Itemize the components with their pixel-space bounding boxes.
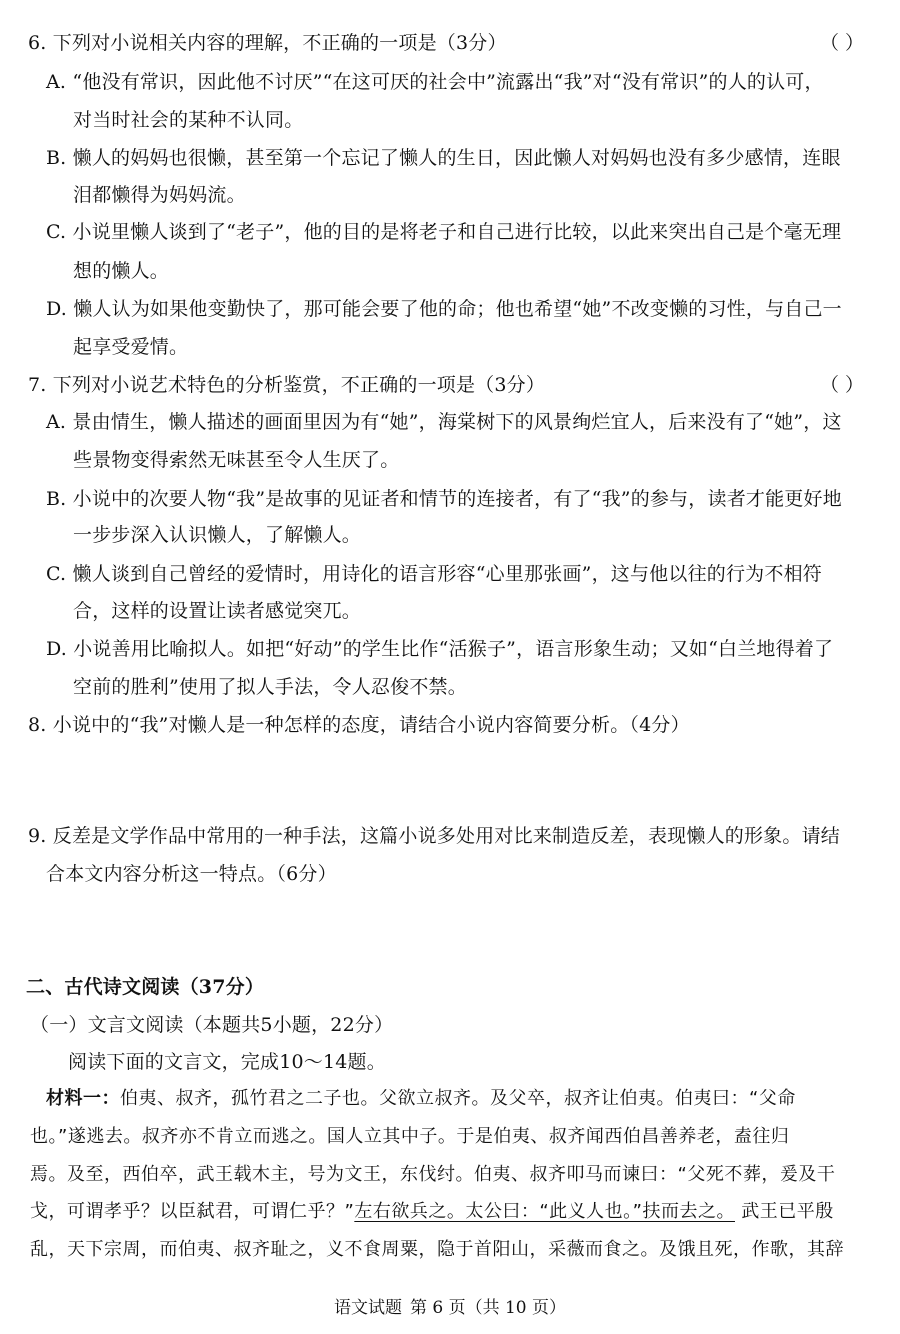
material1-line3: 焉。及至，西伯卒，武王载木主，号为文王，东伐纣。伯夷、叔齐叩马而谏曰：“父死不葬，爰及干 xyxy=(30,1164,836,1185)
q9-stem-line2: 合本文内容分析这一特点。（6分） xyxy=(46,863,337,885)
q6-option-c-line1: C. 小说里懒人谈到了“老子”，他的目的是将老子和自己进行比较，以此来突出自己是个毫无理 xyxy=(46,221,842,243)
q7-answer-paren: （ ） xyxy=(819,374,864,396)
q8-stem: 8. 小说中的“我”对懒人是一种怎样的态度，请结合小说内容简要分析。（4分） xyxy=(28,714,690,736)
section2-subsection: （一）文言文阅读（本题共5小题，22分） xyxy=(30,1014,394,1036)
section2-instruction: 阅读下面的文言文，完成10～14题。 xyxy=(68,1051,386,1073)
q6-option-d-line2: 起享受爱情。 xyxy=(73,336,189,358)
material1-line5: 乱，天下宗周，而伯夷、叔齐耻之，义不食周粟，隐于首阳山，采薇而食之。及饿且死，作歌，其辞 xyxy=(30,1239,844,1260)
material1-line4-text: 戈，可谓孝乎？以臣弑君，可谓仁乎？” xyxy=(30,1201,355,1222)
q9-answer-space[interactable] xyxy=(28,895,868,965)
q6-option-a-line2: 对当时社会的某种不认同。 xyxy=(73,109,304,131)
q8-answer-space[interactable] xyxy=(28,745,868,815)
q7-option-d-line2: 空前的胜利”使用了拟人手法，令人忍俊不禁。 xyxy=(73,676,467,698)
material1-line1 xyxy=(46,1086,796,1112)
q6-option-c-line2: 想的懒人。 xyxy=(73,260,170,282)
q7-option-c-line2: 合，这样的设置让读者感觉突兀。 xyxy=(73,600,362,622)
q6-option-b-line1: B. 懒人的妈妈也很懒，甚至第一个忘记了懒人的生日，因此懒人对妈妈也没有多少感情，连眼 xyxy=(46,147,841,169)
q7-option-d-line1: D. 小说善用比喻拟人。如把“好动”的学生比作“活猴子”，语言形象生动；又如“白兰地得着了 xyxy=(46,638,834,660)
material1-label: 材料一： xyxy=(46,1088,120,1109)
material1-line2: 也。”遂逃去。叔齐亦不肯立而逃之。国人立其中子。于是伯夷、叔齐闻西伯昌善养老，盍往归 xyxy=(30,1126,790,1147)
footer-page-number: 第 6 页（共 10 页） xyxy=(409,1298,567,1318)
q7-option-b-line2: 一步步深入认识懒人，了解懒人。 xyxy=(73,524,362,546)
q9-stem-line1: 9. 反差是文学作品中常用的一种手法，这篇小说多处用对比来制造反差，表现懒人的形象。请结 xyxy=(28,825,840,847)
material1-line4-tail: 武王已平殷 xyxy=(741,1201,834,1222)
q6-option-d-line1: D. 懒人认为如果他变勤快了，那可能会要了他的命；他也希望“她”不改变懒的习性，与自己一 xyxy=(46,298,842,320)
q6-answer-paren: （ ） xyxy=(819,32,864,54)
q7-option-c-line1: C. 懒人谈到自己曾经的爱情时，用诗化的语言形容“心里那张画”，这与他以往的行为不相符 xyxy=(46,563,822,585)
section2-title: 二、古代诗文阅读（37分） xyxy=(26,976,265,998)
page-footer xyxy=(0,1296,900,1320)
material1-line4 xyxy=(30,1199,834,1225)
q7-option-a-line1: A. 景由情生，懒人描述的画面里因为有“她”，海棠树下的风景绚烂宜人，后来没有了“她”，这 xyxy=(46,411,842,433)
material1-underlined-sentence: 左右欲兵之。太公曰：“此义人也。”扶而去之。 xyxy=(354,1201,735,1222)
q6-stem: 6. 下列对小说相关内容的理解，不正确的一项是（3分） xyxy=(28,32,507,54)
q6-option-a-line1: A. “他没有常识，因此他不讨厌”“在这可厌的社会中”流露出“我”对“没有常识”的人的认可， xyxy=(46,71,824,93)
footer-subject: 语文试题 xyxy=(333,1298,402,1318)
material1-text: 伯夷、叔齐，孤竹君之二子也。父欲立叔齐。及父卒，叔齐让伯夷。伯夷曰：“父命 xyxy=(120,1088,796,1109)
q7-option-a-line2: 些景物变得索然无味甚至令人生厌了。 xyxy=(73,449,400,471)
q7-option-b-line1: B. 小说中的次要人物“我”是故事的见证者和情节的连接者，有了“我”的参与，读者才能更好地 xyxy=(46,488,842,510)
q6-option-b-line2: 泪都懒得为妈妈流。 xyxy=(73,184,246,206)
q7-stem: 7. 下列对小说艺术特色的分析鉴赏，不正确的一项是（3分） xyxy=(28,374,546,396)
